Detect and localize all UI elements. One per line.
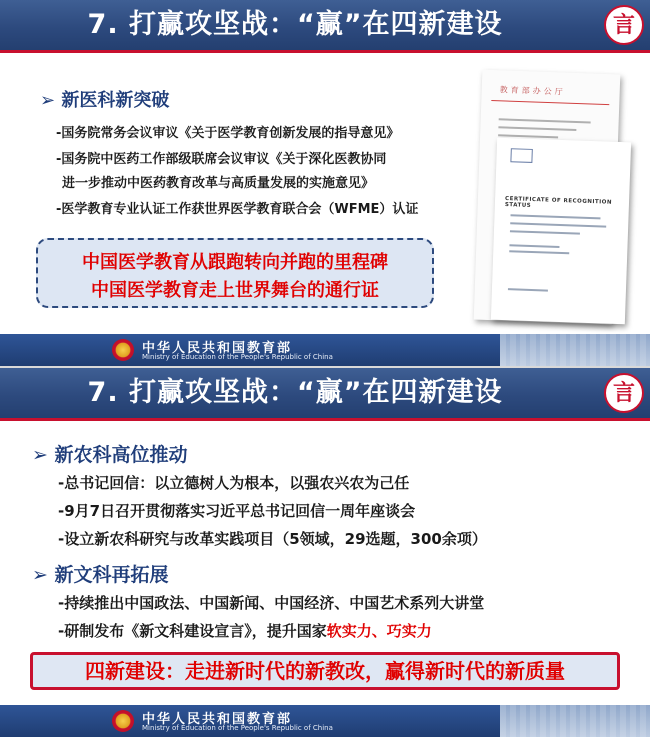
title-underline <box>0 50 650 53</box>
list-item-text: -研制发布《新文科建设宣言》，提升国家 <box>58 622 327 640</box>
slide-2 <box>0 368 650 737</box>
university-logo-icon: 言 <box>604 5 644 45</box>
list-item: -持续推出中国政法、中国新闻、中国经济、中国艺术系列大讲堂 <box>58 594 485 612</box>
highlight-line: 中国医学教育走上世界舞台的通行证 <box>91 280 379 301</box>
section-heading-text: 新农科高位推动 <box>54 444 188 466</box>
certificate-logo-icon <box>510 148 532 163</box>
university-logo-icon: 言 <box>604 373 644 413</box>
section-heading-text: 新医科新突破 <box>61 90 170 111</box>
section-heading <box>32 560 169 587</box>
list-item: -9月7日召开贯彻落实习近平总书记回信一周年座谈会 <box>58 502 416 520</box>
list-item: -医学教育专业认证工作获世界医学教育联合会（WFME）认证 <box>56 202 419 217</box>
title-underline <box>0 418 650 421</box>
title-bar <box>0 0 650 50</box>
certificate-line <box>510 214 600 219</box>
list-item: 进一步推动中医药教育改革与高质量发展的实施意见》 <box>62 176 375 191</box>
slide-title: 7. 打赢攻坚战：“赢”在四新建设 <box>87 9 503 40</box>
document-rule <box>491 100 609 105</box>
national-emblem-icon <box>112 710 134 732</box>
list-item: -国务院常务会议审议《关于医学教育创新发展的指导意见》 <box>56 126 400 141</box>
slide-title: 7. 打赢攻坚战：“赢”在四新建设 <box>87 377 503 408</box>
document-line <box>499 118 591 123</box>
slide-1 <box>0 0 650 366</box>
signature-line <box>508 288 548 291</box>
arrow-bullet-icon: ➢ <box>32 444 48 466</box>
certificate-title: CERTIFICATE OF RECOGNITION STATUS <box>504 196 613 209</box>
certificate-line <box>510 222 606 227</box>
certificate-line <box>510 230 580 234</box>
title-bar <box>0 368 650 418</box>
highlight-line: 中国医学教育从跟跑转向并跑的里程碑 <box>82 252 388 273</box>
certificate-image <box>491 138 631 325</box>
section-heading <box>32 440 188 467</box>
list-item: -设立新农科研究与改革实践项目（5领域，29选题，300余项） <box>58 530 487 548</box>
footer-bar <box>0 334 650 366</box>
building-image <box>500 334 650 366</box>
certificate-line <box>509 244 559 248</box>
list-item: -国务院中医药工作部级联席会议审议《关于深化医教协同 <box>56 152 387 167</box>
arrow-bullet-icon: ➢ <box>40 90 56 111</box>
footer-bar <box>0 705 650 737</box>
building-image <box>500 705 650 737</box>
list-item-highlight: 软实力、巧实力 <box>326 622 432 640</box>
bottom-banner: 四新建设：走进新时代的新教改，赢得新时代的新质量 <box>30 652 620 690</box>
list-item: -总书记回信：以立德树人为根本，以强农兴农为己任 <box>58 474 410 492</box>
footer-ministry-en: Ministry of Education of the People's Republic of China <box>142 724 333 732</box>
arrow-bullet-icon: ➢ <box>32 564 48 586</box>
section-heading <box>40 86 169 112</box>
section-heading-text: 新文科再拓展 <box>54 564 169 586</box>
footer-ministry-cn: 中华人民共和国教育部 <box>142 712 293 727</box>
document-header: 教育部办公厅 <box>499 85 566 97</box>
highlight-callout <box>36 238 434 308</box>
list-item <box>58 620 432 641</box>
footer-ministry-en: Ministry of Education of the People's Republic of China <box>142 353 333 361</box>
footer-ministry-cn: 中华人民共和国教育部 <box>142 341 293 356</box>
certificate-line <box>509 250 569 254</box>
national-emblem-icon <box>112 339 134 361</box>
document-line <box>498 126 576 131</box>
